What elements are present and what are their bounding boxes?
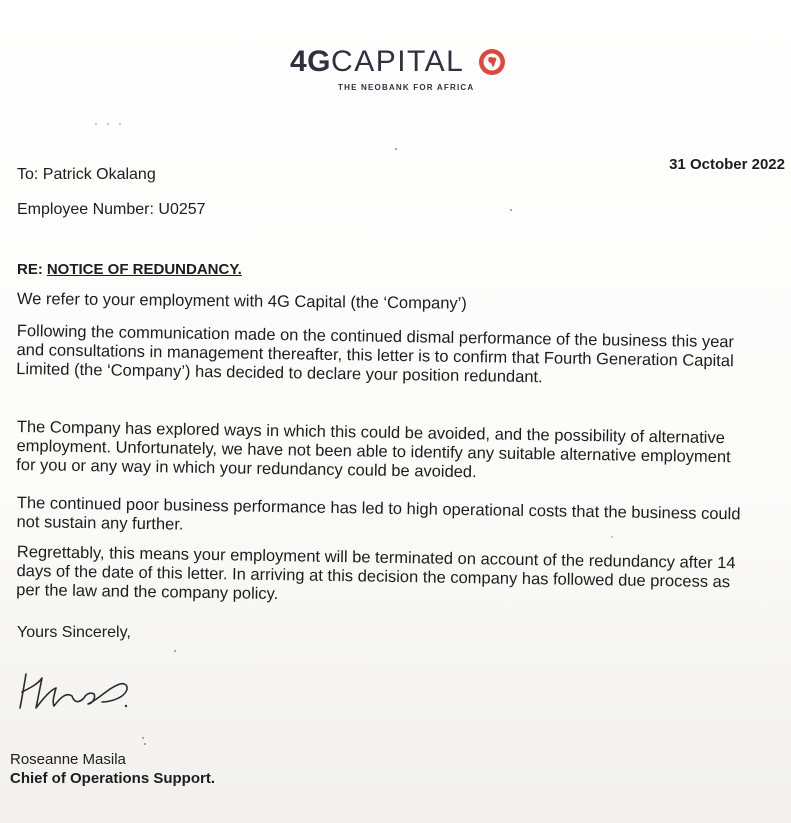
africa-badge-icon bbox=[478, 48, 506, 76]
logo-tagline: THE NEOBANK FOR AFRICA bbox=[338, 83, 475, 92]
logo-wordmark bbox=[290, 44, 464, 80]
paragraph-termination: Regrettably, this means your employment will be terminated on account of the redundancy after 14 days of the date of this letter. In arriving at this decision the company has followed due process as per the law and the company policy. bbox=[16, 543, 736, 604]
letter-date: 31 October 2022 bbox=[669, 156, 785, 173]
paragraph-alternatives: The Company has explored ways in which this could be avoided, and the possibility of alternative employment. Unfortunately, we have not been able to identify any suitable alternative employment for you or any way in which your redundancy could be avoided. bbox=[16, 418, 731, 482]
company-logo bbox=[290, 44, 520, 100]
subject-text: NOTICE OF REDUNDANCY. bbox=[46, 261, 242, 278]
subject-label: RE: bbox=[17, 261, 43, 278]
closing-line: Yours Sincerely, bbox=[17, 624, 131, 641]
handwritten-signature bbox=[16, 668, 136, 718]
recipient-line: To: Patrick Okalang bbox=[17, 166, 156, 183]
signer-name: Roseanne Masila bbox=[10, 751, 126, 768]
logo-4g: 4G bbox=[290, 45, 332, 78]
paragraph-decision: Following the communication made on the continued dismal performance of the business this year and consultations in management thereafter, this letter is to confirm that Fourth Generation Capital Limited (the ‘Company’) has decided to declare your position redundant. bbox=[16, 322, 735, 387]
paragraph-intro: We refer to your employment with 4G Capital (the ‘Company’) bbox=[16, 290, 467, 313]
subject-line bbox=[17, 261, 242, 278]
employee-number-line: Employee Number: U0257 bbox=[17, 201, 206, 218]
paragraph-costs: The continued poor business performance has led to high operational costs that the business could not sustain any further. bbox=[16, 494, 741, 534]
signer-title: Chief of Operations Support. bbox=[10, 770, 215, 787]
logo-capital: CAPITAL bbox=[331, 45, 465, 78]
